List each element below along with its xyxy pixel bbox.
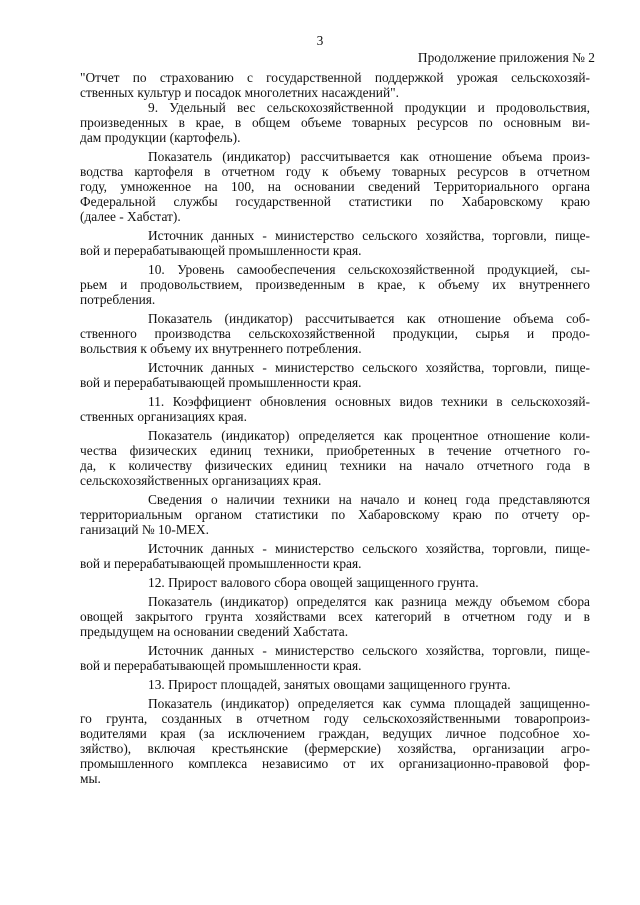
text-line: овощей закрытого грунта хозяйствами всех категорий в отчетном году и в: [80, 609, 590, 624]
text-line: чества физических единиц техники, приобретенных в течение отчетного го-: [80, 443, 590, 458]
text-line: 10. Уровень самообеспечения сельскохозяйственной продукцией, сы-: [148, 262, 590, 277]
text-line: 9. Удельный вес сельскохозяйственной продукции и продовольствия,: [148, 100, 590, 115]
text-line: предыдущем на основании сведений Хабстата.: [80, 624, 349, 639]
text-line: 13. Прирост площадей, занятых овощами защищенного грунта.: [148, 677, 511, 692]
text-line: году, умноженное на 100, на основании сведений Территориального органа: [80, 179, 590, 194]
text-line: ственных организациях края.: [80, 409, 247, 424]
text-line: ственных культур и посадок многолетних насаждений".: [80, 85, 399, 100]
text-line: Источник данных - министерство сельского хозяйства, торговли, пище-: [148, 541, 590, 556]
text-line: Показатель (индикатор) определятся как разница между объемом сбора: [148, 594, 590, 609]
text-line: рьем и продовольствием, произведенным в крае, к объему их внутреннего: [80, 277, 590, 292]
text-line: вой и перерабатывающей промышленности края.: [80, 658, 362, 673]
text-line: вой и перерабатывающей промышленности края.: [80, 556, 362, 571]
text-line: Федеральной службы государственной статистики по Хабаровскому краю: [80, 194, 590, 209]
text-line: ственного производства сельскохозяйственной продукции, сырья и продо-: [80, 326, 590, 341]
text-line: Источник данных - министерство сельского хозяйства, торговли, пище-: [148, 643, 590, 658]
appendix-continuation-note: Продолжение приложения № 2: [417, 50, 595, 65]
text-line: да, к количеству физических единиц техники на начало отчетного года в: [80, 458, 590, 473]
text-line: "Отчет по страхованию с государственной поддержкой урожая сельскохозяй-: [80, 70, 590, 85]
text-line: потребления.: [80, 292, 156, 307]
text-line: го грунта, созданных в отчетном году сельскохозяйственными товаропроиз-: [80, 711, 590, 726]
text-line: Показатель (индикатор) рассчитывается как отношение объема произ-: [148, 149, 590, 164]
text-line: Источник данных - министерство сельского хозяйства, торговли, пище-: [148, 360, 590, 375]
text-line: зяйство), включая крестьянские (фермерские) хозяйства, организации агро-: [80, 741, 590, 756]
text-line: вой и перерабатывающей промышленности края.: [80, 243, 362, 258]
page-number: 3: [316, 33, 324, 48]
text-line: водства картофеля в отчетном году к объему товарных ресурсов в отчетном: [80, 164, 590, 179]
text-line: 11. Коэффициент обновления основных видов техники в сельскохозяй-: [148, 394, 590, 409]
text-line: Показатель (индикатор) определяется как сумма площадей защищенно-: [148, 696, 590, 711]
text-line: (далее - Хабстат).: [80, 209, 181, 224]
text-line: Показатель (индикатор) определяется как процентное отношение коли-: [148, 428, 590, 443]
text-line: вой и перерабатывающей промышленности края.: [80, 375, 362, 390]
text-line: водителями края (за исключением граждан, ведущих личное подсобное хо-: [80, 726, 590, 741]
text-line: сельскохозяйственных организациях края.: [80, 473, 322, 488]
text-line: дам продукции (картофель).: [80, 130, 241, 145]
text-line: произведенных в крае, в общем объеме товарных ресурсов по основным ви-: [80, 115, 590, 130]
text-line: ганизаций № 10-МЕХ.: [80, 522, 209, 537]
text-line: Показатель (индикатор) рассчитывается как отношение объема соб-: [148, 311, 590, 326]
text-line: мы.: [80, 771, 101, 786]
document-body: [80, 70, 590, 786]
text-line: Источник данных - министерство сельского хозяйства, торговли, пище-: [148, 228, 590, 243]
text-line: 12. Прирост валового сбора овощей защищенного грунта.: [148, 575, 479, 590]
text-line: Сведения о наличии техники на начало и конец года представляются: [148, 492, 590, 507]
text-line: промышленного комплекса независимо от их организационно-правовой фор-: [80, 756, 590, 771]
text-line: вольствия к объему их внутреннего потребления.: [80, 341, 362, 356]
text-line: территориальным органом статистики по Хабаровскому краю по отчету ор-: [80, 507, 590, 522]
